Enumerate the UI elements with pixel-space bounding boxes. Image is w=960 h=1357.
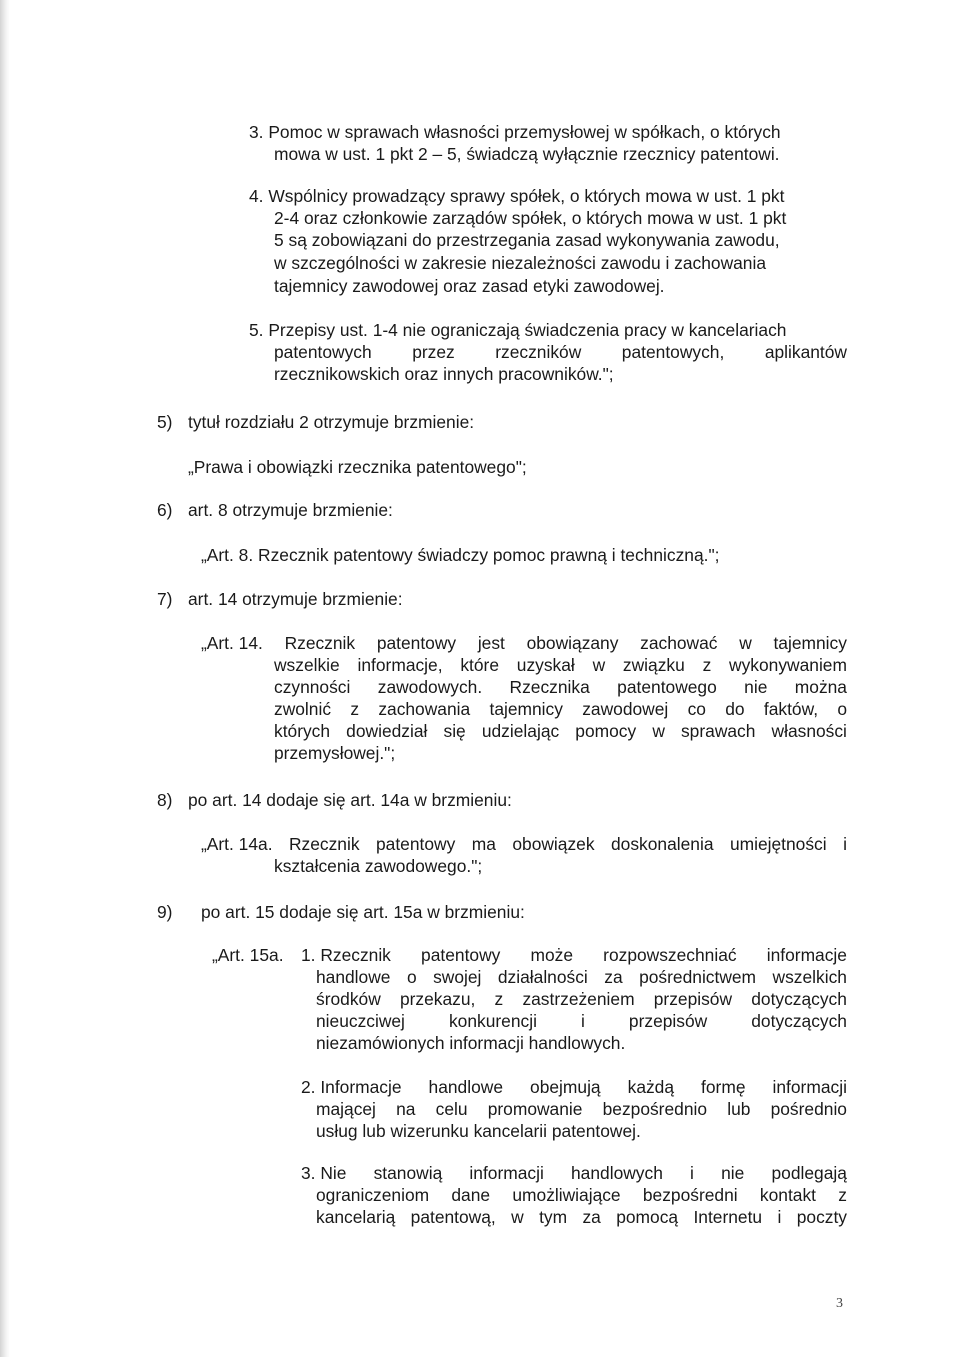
item-9-p2-line-1 — [301, 1076, 847, 1098]
word: stanowią — [373, 1163, 443, 1183]
item-7-line-5 — [274, 720, 847, 742]
word: Rzecznik — [288, 834, 360, 854]
section-5-line-3: rzecznikowskich oraz innych pracowników."; — [274, 364, 614, 384]
word: „Art. 14a. — [201, 834, 273, 854]
word: kontakt — [759, 1185, 816, 1205]
word: zawodowych. — [377, 677, 483, 697]
item-7-line-6: przemysłowej."; — [274, 743, 396, 763]
section-3-line-2: mowa w ust. 1 pkt 2 – 5, świadczą wyłącznie rzecznicy patentowi. — [274, 144, 780, 164]
word: działalności — [497, 967, 588, 987]
word: i — [690, 1163, 694, 1183]
word: aplikantów — [764, 342, 847, 362]
word: obejmują — [530, 1077, 601, 1097]
word: własności — [771, 721, 847, 741]
item-9-p1-line-3 — [316, 988, 847, 1010]
word: mającej — [316, 1099, 376, 1119]
item-7-line-2 — [274, 654, 847, 676]
word: zastrzeżeniem — [522, 989, 635, 1009]
word: na — [396, 1099, 416, 1119]
word: patentowego — [617, 677, 717, 697]
item-9-p2-line-2 — [316, 1098, 847, 1120]
word: konkurencji — [448, 1011, 537, 1031]
item-8-text: po art. 14 dodaje się art. 14a w brzmieniu: — [188, 790, 512, 810]
word: wszelkie — [274, 655, 340, 675]
word: w — [652, 721, 665, 741]
word: handlowe — [316, 967, 391, 987]
word: w — [511, 1207, 524, 1227]
word: zachowania — [378, 699, 471, 719]
word: zwolnić — [274, 699, 332, 719]
word: o — [406, 967, 417, 987]
word: umiejętności — [729, 834, 827, 854]
section-4-line-1: 4. Wspólnicy prowadzący sprawy spółek, o których mowa w ust. 1 pkt — [249, 186, 785, 206]
word: dane — [451, 1185, 491, 1205]
item-5-quote: „Prawa i obowiązki rzecznika patentowego"; — [188, 457, 527, 477]
page-number: 3 — [836, 1296, 843, 1311]
item-8-line-1 — [201, 833, 847, 855]
word: jest — [477, 633, 505, 653]
word: nie — [744, 677, 768, 697]
word: celu — [435, 1099, 468, 1119]
section-4-line-4: w szczególności w zakresie niezależności zawodu i zachowania — [274, 253, 767, 273]
word: się — [443, 721, 466, 741]
word: zachować — [640, 633, 718, 653]
section-4-line-2: 2-4 oraz członkowie zarządów spółek, o których mowa w ust. 1 pkt — [274, 208, 787, 228]
word: czynności — [274, 677, 351, 697]
word: przez — [412, 342, 455, 362]
scan-edge-shadow — [0, 0, 10, 1357]
word: rzeczników — [495, 342, 582, 362]
word: Internetu — [693, 1207, 763, 1227]
word: wszelkich — [772, 967, 847, 987]
word: lub — [727, 1099, 751, 1119]
word: z — [494, 989, 504, 1009]
word: i — [777, 1207, 782, 1227]
word: nieuczciwej — [316, 1011, 405, 1031]
word: i — [581, 1011, 585, 1031]
word: tym — [539, 1207, 568, 1227]
word: „Art. 14. — [201, 633, 263, 653]
word: patentowych — [274, 342, 372, 362]
word: wykonywaniem — [729, 655, 847, 675]
item-8-number: 8) — [157, 790, 173, 810]
item-9-number: 9) — [157, 902, 173, 922]
word: sprawach — [680, 721, 756, 741]
item-9-p1-line-5: niezamówionych informacji handlowych. — [316, 1033, 626, 1053]
word: które — [460, 655, 500, 675]
word: patentowy — [376, 834, 456, 854]
word: przekazu, — [399, 989, 476, 1009]
word: bezpośrednio — [602, 1099, 708, 1119]
word: związku — [622, 655, 685, 675]
word: pomocy — [575, 721, 637, 741]
item-6-text: art. 8 otrzymuje brzmienie: — [188, 500, 393, 520]
word: informacji — [772, 1077, 847, 1097]
word: handlowych — [571, 1163, 663, 1183]
word: może — [530, 945, 574, 965]
item-9-p1-line-2 — [316, 966, 847, 988]
word: o — [837, 699, 847, 719]
word: dotyczących — [751, 989, 847, 1009]
item-7-line-3 — [274, 676, 847, 698]
item-8-line-2: kształcenia zawodowego."; — [274, 856, 483, 876]
word: promowanie — [487, 1099, 583, 1119]
word: z — [702, 655, 712, 675]
item-6-quote: „Art. 8. Rzecznik patentowy świadczy pomoc prawną i techniczną."; — [201, 545, 720, 565]
word: umożliwiające — [512, 1185, 621, 1205]
word: patentowy — [421, 945, 501, 965]
word: 1. Rzecznik — [301, 945, 391, 965]
item-9-p2-line-3: usług lub wizerunku kancelarii patentowej. — [316, 1121, 641, 1141]
word: w — [592, 655, 606, 675]
word: swojej — [433, 967, 482, 987]
word: kancelarią — [316, 1207, 396, 1227]
word: dotyczących — [751, 1011, 847, 1031]
word: bezpośredni — [642, 1185, 738, 1205]
word: i — [843, 834, 847, 854]
word: przepisów — [653, 989, 733, 1009]
item-9-art-label: „Art. 15a. — [212, 945, 284, 965]
word: z — [350, 699, 360, 719]
word: faktów, — [763, 699, 819, 719]
word: można — [794, 677, 847, 697]
word: uzyskał — [516, 655, 575, 675]
item-7-text: art. 14 otrzymuje brzmienie: — [188, 589, 403, 609]
word: 3. Nie — [301, 1163, 347, 1183]
section-3-line-1: 3. Pomoc w sprawach własności przemysłowej w spółkach, o których — [249, 122, 781, 142]
word: informacji — [469, 1163, 544, 1183]
word: każdą — [627, 1077, 675, 1097]
item-6-number: 6) — [157, 500, 173, 520]
section-4-line-3: 5 są zobowiązani do przestrzegania zasad wykonywania zawodu, — [274, 230, 780, 250]
section-4-line-5: tajemnicy zawodowej oraz zasad etyki zawodowej. — [274, 276, 665, 296]
item-9-p1-line-4 — [316, 1010, 847, 1032]
item-7-line-4 — [274, 698, 847, 720]
word: Rzecznika — [509, 677, 590, 697]
word: pośrednio — [770, 1099, 847, 1119]
word: za — [604, 967, 623, 987]
item-5-number: 5) — [157, 412, 173, 432]
word: formę — [701, 1077, 746, 1097]
word: Rzecznik — [284, 633, 356, 653]
word: pomocą — [616, 1207, 679, 1227]
word: za — [582, 1207, 601, 1227]
word: patentowych, — [621, 342, 725, 362]
word: w — [739, 633, 752, 653]
word: informacje — [766, 945, 847, 965]
word: przepisów — [628, 1011, 708, 1031]
word: obowiązany — [526, 633, 619, 653]
word: podlegają — [771, 1163, 847, 1183]
item-7-number: 7) — [157, 589, 173, 609]
word: tajemnicy — [489, 699, 563, 719]
section-5-line-1: 5. Przepisy ust. 1-4 nie ograniczają świadczenia pracy w kancelariach — [249, 320, 787, 340]
word: nie — [721, 1163, 745, 1183]
item-9-p3-line-3 — [316, 1206, 847, 1228]
word: co — [687, 699, 706, 719]
word: z — [838, 1185, 847, 1205]
word: poczty — [796, 1207, 847, 1227]
word: udzielając — [481, 721, 560, 741]
word: informacje, — [357, 655, 443, 675]
item-9-text: po art. 15 dodaje się art. 15a w brzmieniu: — [201, 902, 525, 922]
word: zawodowej — [582, 699, 669, 719]
word: obowiązek — [512, 834, 595, 854]
item-9-p1-line-1 — [301, 944, 847, 966]
word: pośrednictwem — [639, 967, 757, 987]
word: ograniczeniom — [316, 1185, 430, 1205]
word: patentowy — [376, 633, 457, 653]
word: rozpowszechniać — [603, 945, 737, 965]
word: tajemnicy — [773, 633, 847, 653]
word: handlowe — [428, 1077, 504, 1097]
item-5-text: tytuł rozdziału 2 otrzymuje brzmienie: — [188, 412, 475, 432]
word: których — [274, 721, 331, 741]
word: ma — [471, 834, 496, 854]
word: do — [725, 699, 745, 719]
item-7-line-1 — [201, 632, 847, 654]
word: środków — [316, 989, 381, 1009]
item-9-p3-line-2 — [316, 1184, 847, 1206]
word: dowiedział — [346, 721, 428, 741]
word: doskonalenia — [611, 834, 714, 854]
word: patentową, — [410, 1207, 496, 1227]
section-5-line-2 — [274, 341, 847, 363]
word: 2. Informacje — [301, 1077, 402, 1097]
item-9-p3-line-1 — [301, 1162, 847, 1184]
